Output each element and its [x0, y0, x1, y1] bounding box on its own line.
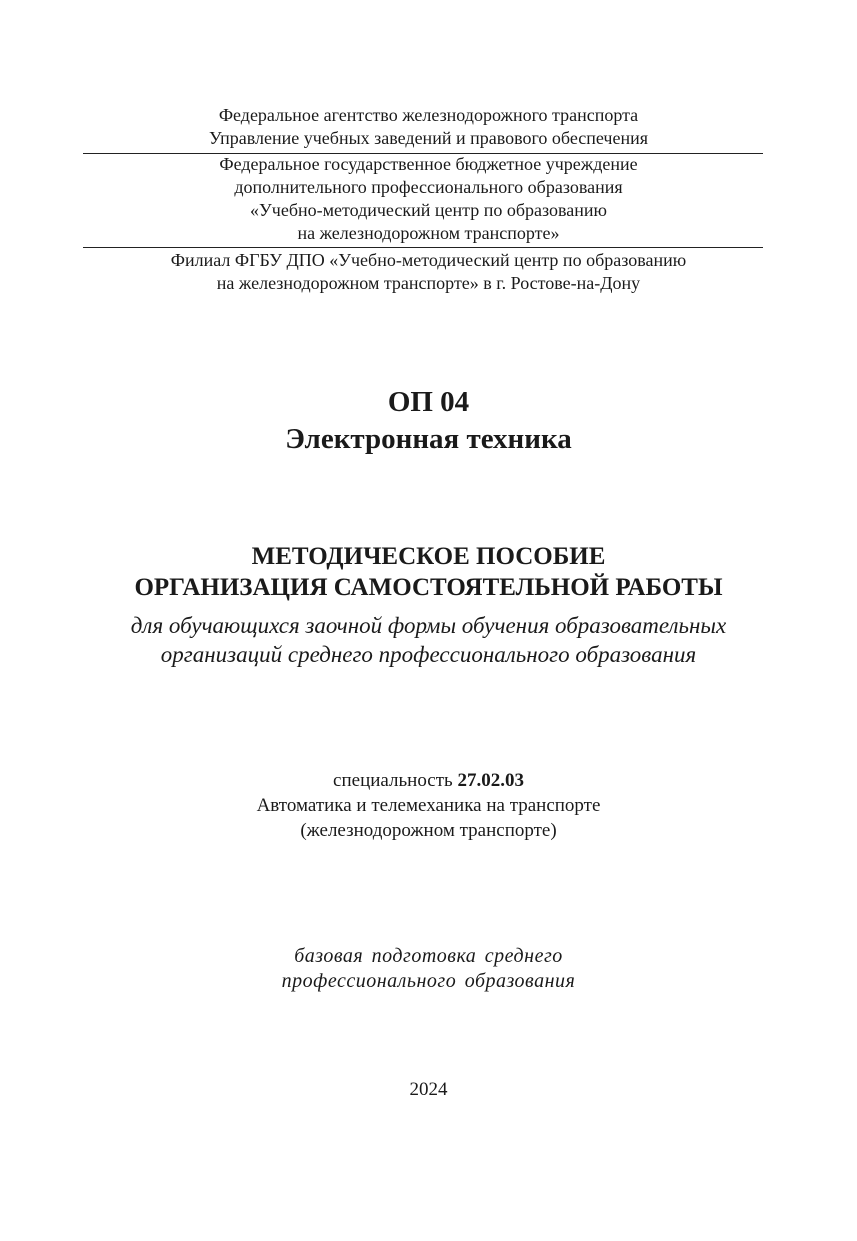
discipline-name: Электронная техника [285, 423, 572, 455]
document-type-line: МЕТОДИЧЕСКОЕ ПОСОБИЕ [251, 543, 606, 570]
institution-block [0, 153, 857, 245]
publication-year: 2024 [409, 1079, 448, 1100]
specialty-block [0, 768, 857, 843]
discipline-title [0, 384, 857, 458]
training-level-line: базовая подготовка среднего [294, 945, 563, 967]
institution-line: Федеральное государственное бюджетное учреждение [219, 154, 638, 174]
training-level [0, 944, 857, 994]
agency-line: Управление учебных заведений и правового обеспечения [208, 128, 649, 148]
agency-line: Федеральное агентство железнодорожного транспорта [218, 105, 639, 125]
branch-block [0, 249, 857, 295]
specialty-label: специальность [333, 770, 458, 791]
document-type [0, 541, 857, 603]
institution-line: «Учебно-методический центр по образованию [250, 200, 607, 220]
agency-block [0, 104, 857, 150]
institution-line: дополнительного профессионального образования [234, 177, 623, 197]
institution-line: на железнодорожном транспорте» [297, 223, 560, 243]
specialty-code: 27.02.03 [457, 770, 524, 791]
specialty-name-line: (железнодорожном транспорте) [300, 820, 557, 841]
branch-line: Филиал ФГБУ ДПО «Учебно-методический центр по образованию [170, 250, 687, 270]
audience-line: организаций среднего профессионального образования [160, 642, 697, 667]
specialty-name-line: Автоматика и телемеханика на транспорте [256, 795, 601, 816]
branch-line: на железнодорожном транспорте» в г. Ростове-на-Дону [216, 273, 641, 293]
document-type-line: ОРГАНИЗАЦИЯ САМОСТОЯТЕЛЬНОЙ РАБОТЫ [134, 574, 723, 601]
training-level-line: профессионального образования [281, 970, 576, 992]
discipline-code: ОП 04 [387, 386, 470, 418]
specialty-line [0, 768, 857, 793]
audience-description [0, 611, 857, 669]
divider-line [83, 247, 763, 248]
audience-line: для обучающихся заочной формы обучения образовательных [130, 613, 727, 638]
